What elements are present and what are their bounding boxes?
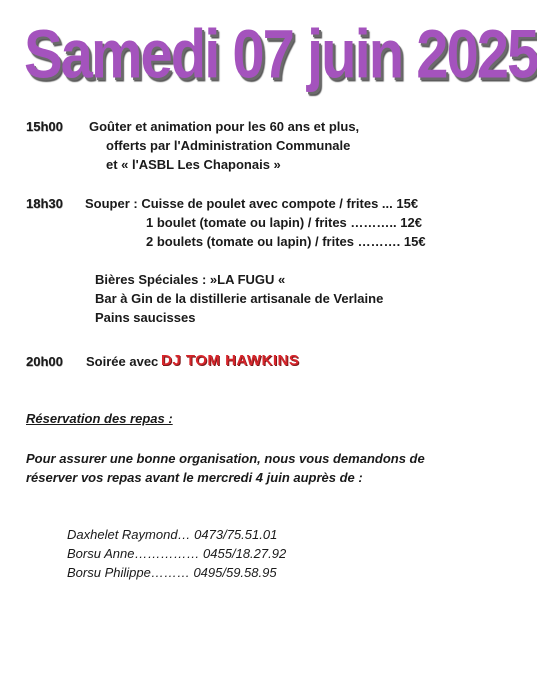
slot2-extra2: Bar à Gin de la distillerie artisanale de Verlaine xyxy=(95,291,384,306)
reservation-title: Réservation des repas : xyxy=(26,411,173,426)
reservation-para2: réserver vos repas avant le mercredi 4 juin auprès de : xyxy=(26,470,363,485)
slot2-extra1: Bières Spéciales : »LA FUGU « xyxy=(95,272,286,287)
dj-name: DJ TOM HAWKINS xyxy=(161,352,300,369)
event-date-title: Samedi 07 juin 2025 xyxy=(24,16,537,94)
time-20h00: 20h00 xyxy=(26,354,63,369)
slot3-text: Soirée avec xyxy=(86,354,159,369)
slot1-line2: offerts par l'Administration Communale xyxy=(106,138,351,153)
reservation-para1: Pour assurer une bonne organisation, nous vous demandons de xyxy=(26,451,425,466)
slot2-extra3: Pains saucisses xyxy=(95,310,196,325)
contact-item: Daxhelet Raymond… 0473/75.51.01 xyxy=(67,527,278,542)
slot1-line1: Goûter et animation pour les 60 ans et plus, xyxy=(89,119,360,134)
slot2-line2: 1 boulet (tomate ou lapin) / frites ……….. 12€ xyxy=(146,215,422,230)
time-18h30: 18h30 xyxy=(26,196,63,211)
slot2-line1: Souper : Cuisse de poulet avec compote / frites ... 15€ xyxy=(85,196,419,211)
slot2-line3: 2 boulets (tomate ou lapin) / frites ………. 15€ xyxy=(146,234,426,249)
time-15h00: 15h00 xyxy=(26,119,63,134)
slot1-line3: et « l'ASBL Les Chaponais » xyxy=(106,157,281,172)
contact-item: Borsu Philippe……… 0495/59.58.95 xyxy=(67,565,277,580)
contact-item: Borsu Anne…………… 0455/18.27.92 xyxy=(67,546,287,561)
